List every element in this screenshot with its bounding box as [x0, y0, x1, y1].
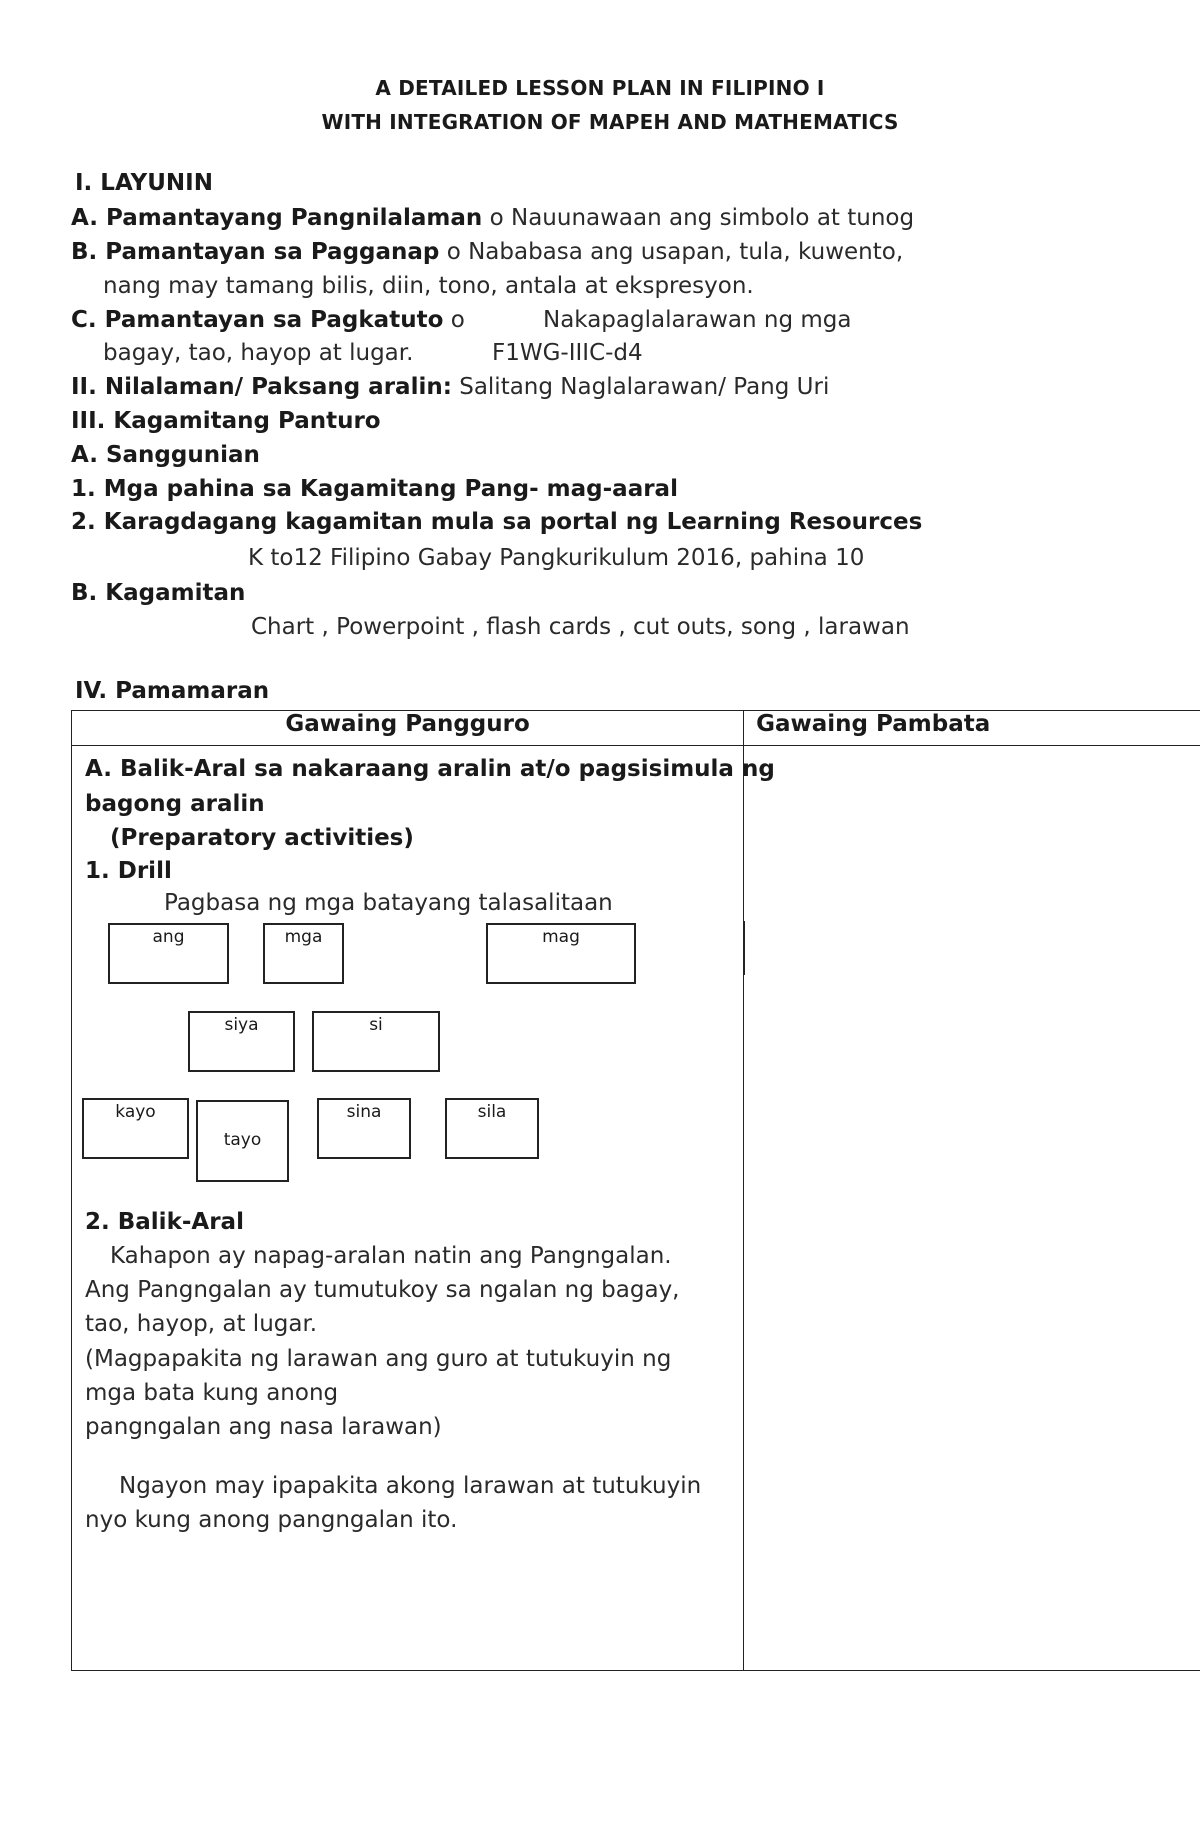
- nilalaman-text: Salitang Naglalarawan/ Pang Uri: [459, 374, 830, 400]
- word-card: siya: [188, 1011, 295, 1072]
- pamamaraan-heading: IV. Pamamaran: [75, 678, 270, 704]
- layunin-heading: I. LAYUNIN: [75, 170, 213, 196]
- layunin-c-code: F1WG-IIIC-d4: [492, 340, 643, 366]
- word-card: mag: [486, 923, 636, 984]
- balik-aral-p6: pangngalan ang nasa larawan): [85, 1414, 442, 1440]
- kagamitan-b-heading: B. Kagamitan: [71, 580, 246, 606]
- cell-divider-mark: [743, 921, 745, 975]
- layunin-a: [71, 205, 914, 231]
- balik-aral-p4: (Magpapakita ng larawan ang guro at tutukuyin ng: [85, 1346, 672, 1372]
- drill-instruction: Pagbasa ng mga batayang talasalitaan: [164, 890, 613, 916]
- layunin-c-bullet: o: [450, 307, 465, 333]
- balik-aral-heading-line1: A. Balik-Aral sa nakaraang aralin at/o pagsisimula ng: [85, 756, 775, 782]
- layunin-b-text: Nababasa ang usapan, tula, kuwento,: [468, 239, 904, 265]
- layunin-b-label: B. Pamantayan sa Pagganap: [71, 239, 440, 265]
- layunin-c: [71, 307, 465, 333]
- balik-aral-p1: Kahapon ay napag-aralan natin ang Pangngalan.: [110, 1243, 672, 1269]
- word-card: si: [312, 1011, 440, 1072]
- word-card: tayo: [196, 1100, 289, 1182]
- balik-aral-p5: mga bata kung anong: [85, 1380, 339, 1406]
- doc-title-line2: WITH INTEGRATION OF MAPEH AND MATHEMATICS: [321, 110, 899, 134]
- preparatory-activities: (Preparatory activities): [110, 825, 414, 851]
- drill-heading: 1. Drill: [85, 858, 172, 884]
- word-card: kayo: [82, 1098, 189, 1159]
- sanggunian-heading: A. Sanggunian: [71, 442, 260, 468]
- layunin-a-text: Nauunawaan ang simbolo at tunog: [511, 205, 915, 231]
- sanggunian-item-1: 1. Mga pahina sa Kagamitang Pang- mag-aaral: [71, 476, 678, 502]
- balik-aral-p2: Ang Pangngalan ay tumutukoy sa ngalan ng bagay,: [85, 1277, 680, 1303]
- pamamaraan-table: [71, 710, 1200, 1671]
- layunin-a-bullet: o: [489, 205, 504, 231]
- balik-aral-2-heading: 2. Balik-Aral: [85, 1209, 244, 1235]
- balik-aral-p3: tao, hayop, at lugar.: [85, 1311, 318, 1337]
- sanggunian-item-2: 2. Karagdagang kagamitan mula sa portal ng Learning Resources: [71, 509, 923, 535]
- layunin-c-label: C. Pamantayan sa Pagkatuto: [71, 307, 444, 333]
- nilalaman: [71, 374, 829, 400]
- sanggunian-item-2-text: K to12 Filipino Gabay Pangkurikulum 2016, pahina 10: [248, 545, 865, 571]
- layunin-b-text2: nang may tamang bilis, diin, tono, antala at ekspresyon.: [103, 273, 754, 299]
- word-card: sila: [445, 1098, 539, 1159]
- layunin-c-text: Nakapaglalarawan ng mga: [543, 307, 852, 333]
- gawaing-pambata-cell: [744, 746, 1200, 1671]
- layunin-a-label: A. Pamantayang Pangnilalaman: [71, 205, 483, 231]
- word-card: ang: [108, 923, 229, 984]
- word-card: sina: [317, 1098, 411, 1159]
- kagamitan-b-text: Chart , Powerpoint , flash cards , cut outs, song , larawan: [251, 614, 910, 640]
- gawaing-pangguro-cell: [72, 746, 775, 1671]
- balik-aral-heading-line2: bagong aralin: [85, 791, 265, 817]
- kagamitan-heading: III. Kagamitang Panturo: [71, 408, 381, 434]
- nilalaman-label: II. Nilalaman/ Paksang aralin:: [71, 374, 452, 400]
- layunin-c-text2: bagay, tao, hayop at lugar.: [103, 340, 414, 366]
- layunin-b: [71, 239, 903, 265]
- balik-aral-p8: nyo kung anong pangngalan ito.: [85, 1507, 458, 1533]
- layunin-b-bullet: o: [446, 239, 461, 265]
- col-header-gawaing-pangguro: Gawaing Pangguro: [72, 711, 744, 746]
- word-card: mga: [263, 923, 344, 984]
- balik-aral-p7: Ngayon may ipapakita akong larawan at tutukuyin: [119, 1473, 702, 1499]
- col-header-gawaing-pambata: Gawaing Pambata: [744, 711, 1200, 746]
- doc-title-line1: A DETAILED LESSON PLAN IN FILIPINO I: [375, 76, 825, 100]
